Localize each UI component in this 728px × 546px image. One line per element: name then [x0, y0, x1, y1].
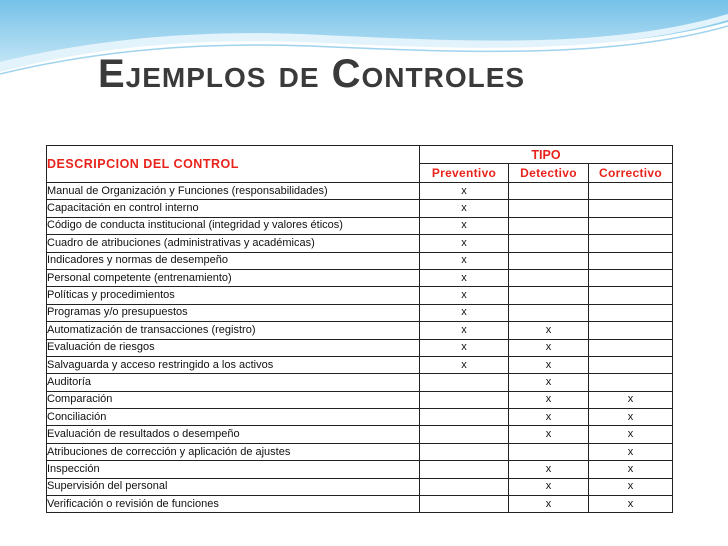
correctivo-mark	[589, 252, 673, 269]
detectivo-mark	[509, 287, 589, 304]
table-row	[47, 426, 673, 443]
preventivo-mark: x	[420, 322, 509, 339]
preventivo-mark	[420, 374, 509, 391]
correctivo-mark: x	[589, 409, 673, 426]
control-description: Salvaguarda y acceso restringido a los activos	[47, 356, 420, 373]
detectivo-mark: x	[509, 322, 589, 339]
table-row	[47, 374, 673, 391]
table-row	[47, 322, 673, 339]
control-description: Verificación o revisión de funciones	[47, 496, 420, 513]
table-row	[47, 252, 673, 269]
table-row	[47, 217, 673, 234]
preventivo-mark	[420, 443, 509, 460]
preventivo-mark: x	[420, 200, 509, 217]
detectivo-mark: x	[509, 374, 589, 391]
preventivo-mark: x	[420, 304, 509, 321]
control-description: Atribuciones de corrección y aplicación de ajustes	[47, 443, 420, 460]
correctivo-column-header: Correctivo	[589, 164, 673, 183]
correctivo-mark: x	[589, 391, 673, 408]
detectivo-mark	[509, 235, 589, 252]
table-row	[47, 269, 673, 286]
correctivo-mark	[589, 269, 673, 286]
control-description: Inspección	[47, 461, 420, 478]
table-row	[47, 287, 673, 304]
table-row	[47, 461, 673, 478]
preventivo-mark: x	[420, 183, 509, 200]
detectivo-column-header: Detectivo	[509, 164, 589, 183]
detectivo-mark: x	[509, 356, 589, 373]
table-row	[47, 356, 673, 373]
table-row	[47, 304, 673, 321]
preventivo-mark	[420, 409, 509, 426]
control-description: Supervisión del personal	[47, 478, 420, 495]
control-description: Auditoría	[47, 374, 420, 391]
detectivo-mark: x	[509, 478, 589, 495]
detectivo-mark	[509, 269, 589, 286]
table-row	[47, 183, 673, 200]
controls-table	[46, 145, 673, 513]
control-description: Políticas y procedimientos	[47, 287, 420, 304]
control-description: Automatización de transacciones (registro)	[47, 322, 420, 339]
table-row	[47, 409, 673, 426]
detectivo-mark: x	[509, 339, 589, 356]
table-row	[47, 339, 673, 356]
correctivo-mark: x	[589, 496, 673, 513]
correctivo-mark	[589, 356, 673, 373]
table-row	[47, 443, 673, 460]
correctivo-mark: x	[589, 426, 673, 443]
detectivo-mark: x	[509, 461, 589, 478]
correctivo-mark	[589, 200, 673, 217]
control-description: Cuadro de atribuciones (administrativas y académicas)	[47, 235, 420, 252]
control-description: Programas y/o presupuestos	[47, 304, 420, 321]
table-row	[47, 478, 673, 495]
control-description: Capacitación en control interno	[47, 200, 420, 217]
preventivo-mark	[420, 496, 509, 513]
correctivo-mark	[589, 322, 673, 339]
detectivo-mark: x	[509, 496, 589, 513]
correctivo-mark	[589, 304, 673, 321]
detectivo-mark: x	[509, 391, 589, 408]
preventivo-mark	[420, 461, 509, 478]
table-row	[47, 235, 673, 252]
control-description: Comparación	[47, 391, 420, 408]
control-description: Código de conducta institucional (integridad y valores éticos)	[47, 217, 420, 234]
detectivo-mark	[509, 183, 589, 200]
preventivo-mark: x	[420, 252, 509, 269]
table-row	[47, 496, 673, 513]
table-row	[47, 200, 673, 217]
preventivo-mark	[420, 478, 509, 495]
detectivo-mark	[509, 252, 589, 269]
control-description: Evaluación de resultados o desempeño	[47, 426, 420, 443]
preventivo-mark	[420, 426, 509, 443]
control-description: Evaluación de riesgos	[47, 339, 420, 356]
correctivo-mark	[589, 339, 673, 356]
control-description: Indicadores y normas de desempeño	[47, 252, 420, 269]
detectivo-mark	[509, 304, 589, 321]
control-description: Conciliación	[47, 409, 420, 426]
table-row	[47, 391, 673, 408]
preventivo-mark: x	[420, 235, 509, 252]
preventivo-column-header: Preventivo	[420, 164, 509, 183]
preventivo-mark: x	[420, 269, 509, 286]
slide-title: Ejemplos de Controles	[98, 52, 526, 96]
correctivo-mark	[589, 217, 673, 234]
correctivo-mark	[589, 287, 673, 304]
preventivo-mark	[420, 391, 509, 408]
preventivo-mark: x	[420, 287, 509, 304]
correctivo-mark	[589, 183, 673, 200]
control-description: Manual de Organización y Funciones (responsabilidades)	[47, 183, 420, 200]
control-description: Personal competente (entrenamiento)	[47, 269, 420, 286]
detectivo-mark	[509, 443, 589, 460]
correctivo-mark: x	[589, 443, 673, 460]
detectivo-mark: x	[509, 409, 589, 426]
correctivo-mark: x	[589, 478, 673, 495]
detectivo-mark	[509, 200, 589, 217]
detectivo-mark	[509, 217, 589, 234]
detectivo-mark: x	[509, 426, 589, 443]
preventivo-mark: x	[420, 356, 509, 373]
type-group-header: TIPO	[420, 146, 673, 164]
preventivo-mark: x	[420, 217, 509, 234]
correctivo-mark	[589, 374, 673, 391]
correctivo-mark: x	[589, 461, 673, 478]
description-column-header: DESCRIPCION DEL CONTROL	[47, 146, 420, 183]
preventivo-mark: x	[420, 339, 509, 356]
correctivo-mark	[589, 235, 673, 252]
